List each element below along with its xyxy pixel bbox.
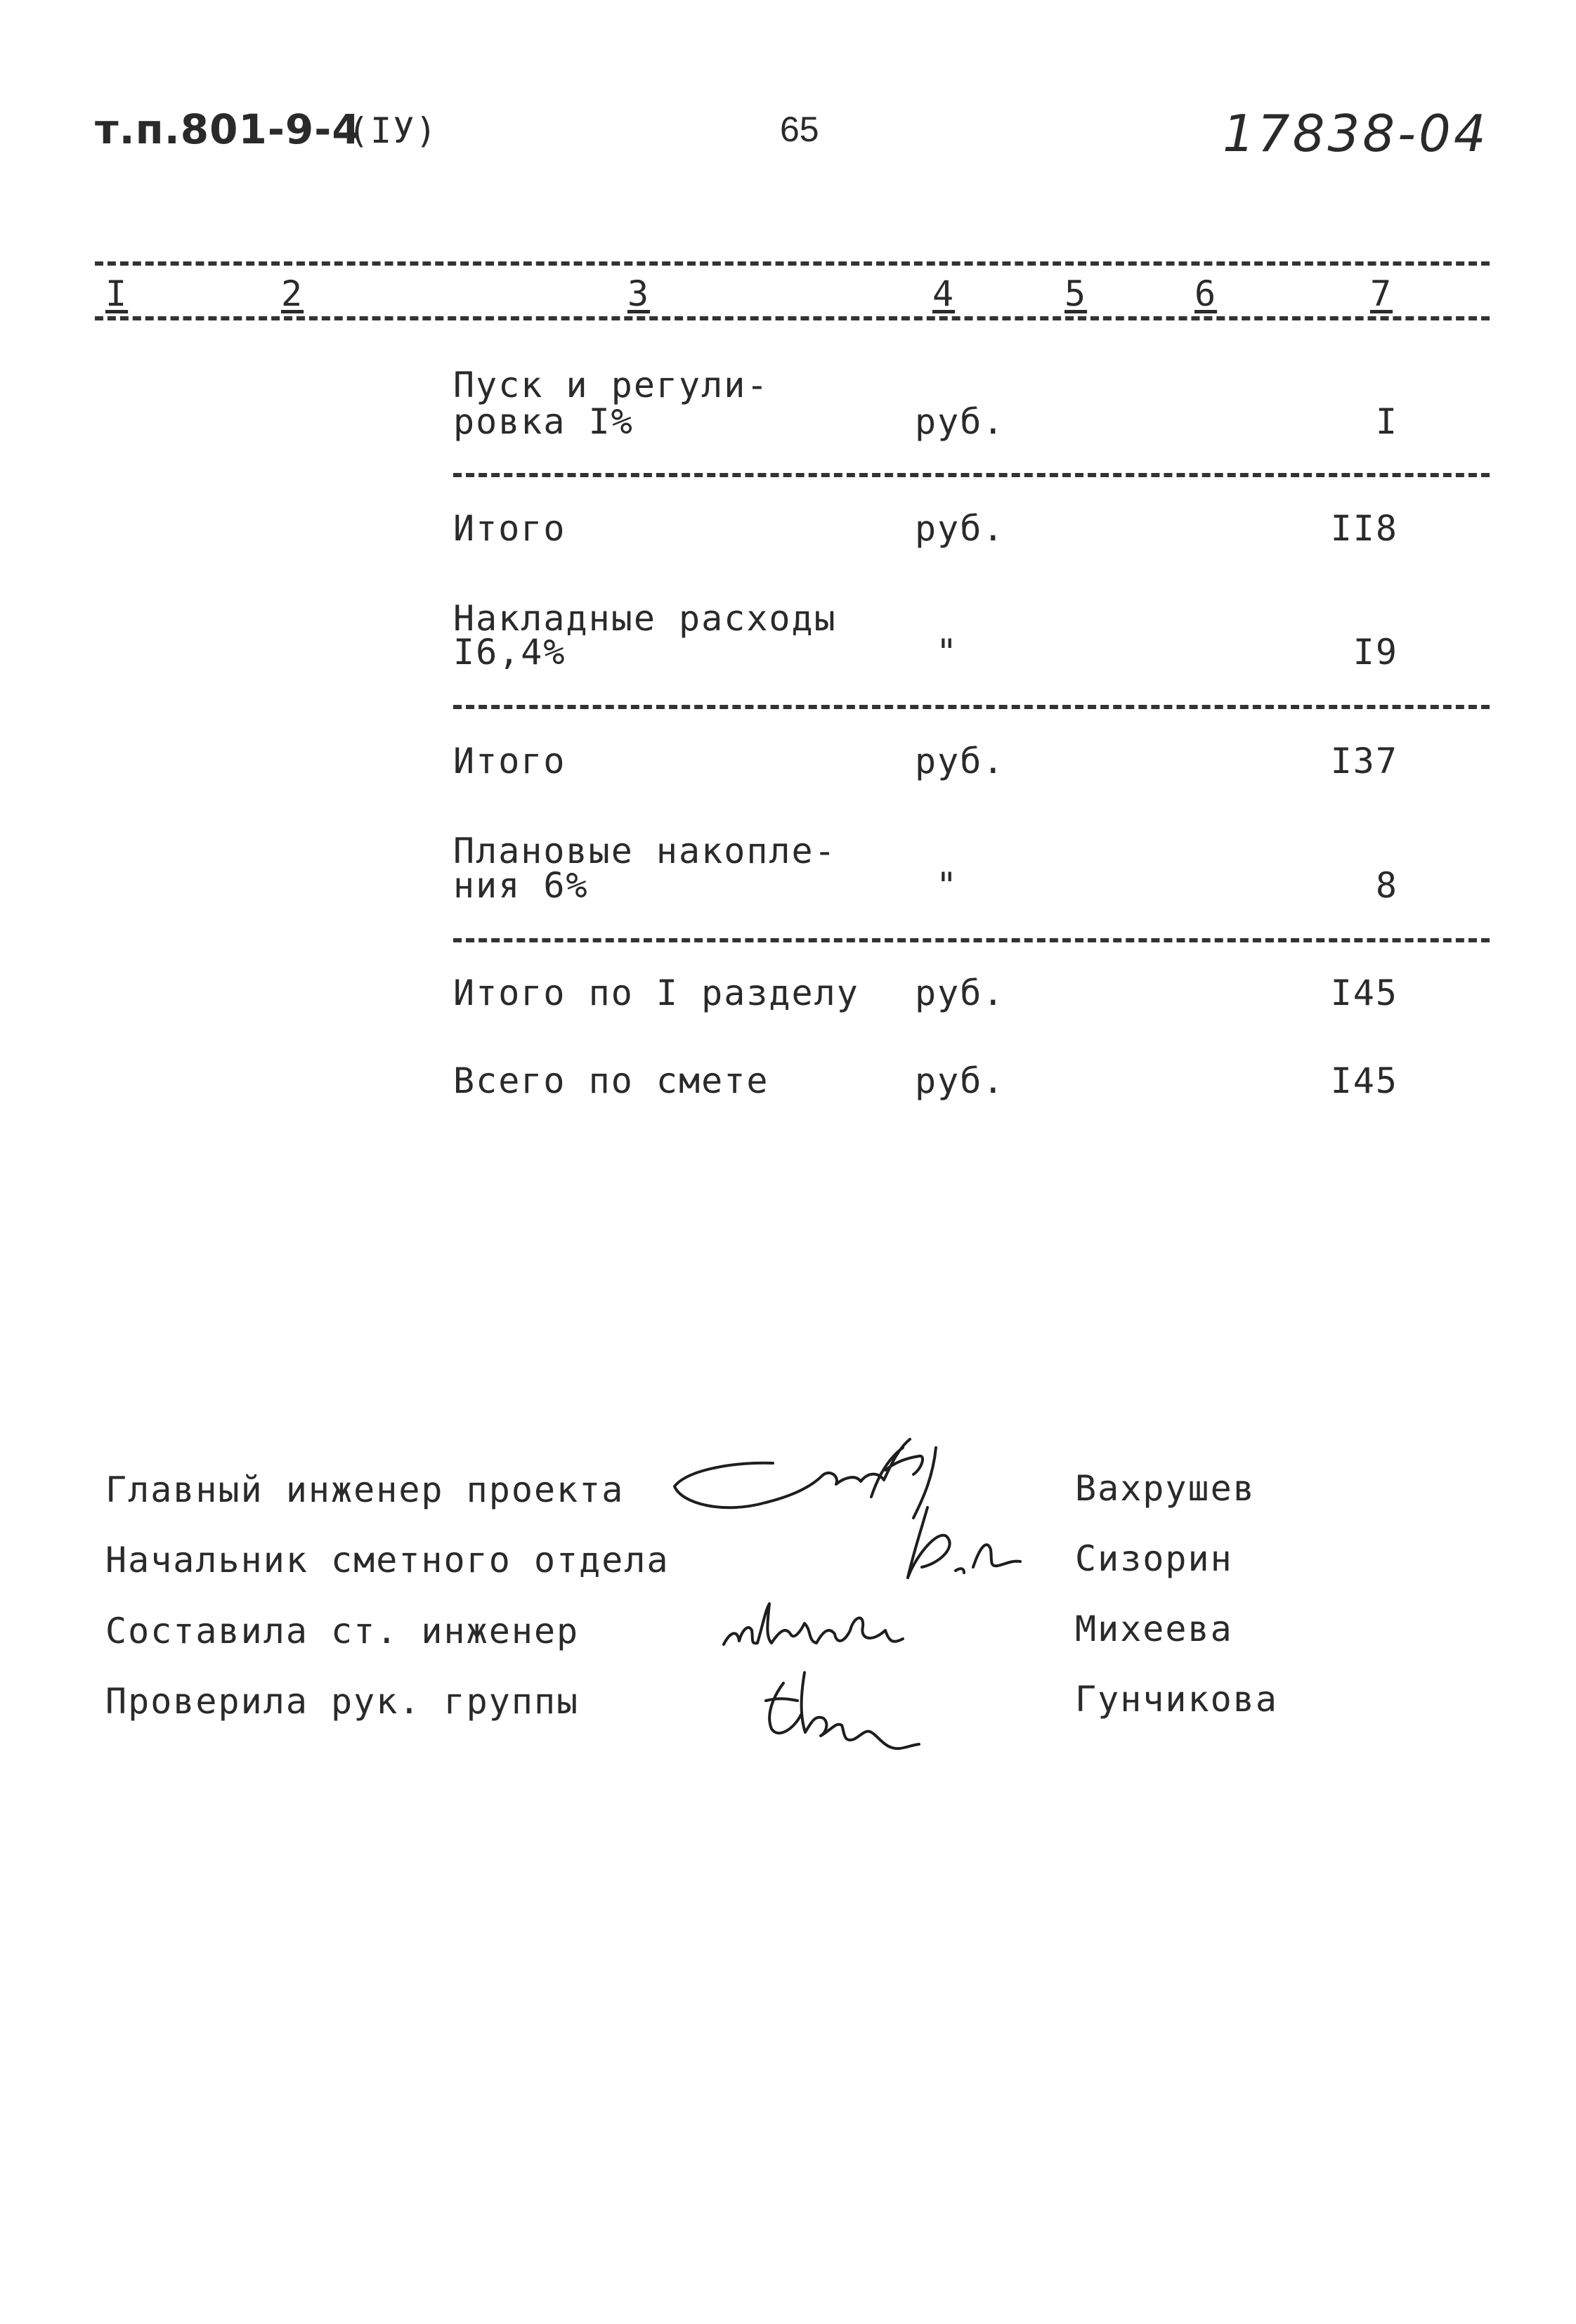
row-rule-1: [453, 473, 1490, 477]
row-6-total: I45: [1330, 973, 1398, 1013]
row-3-name-line2: I6,4%: [453, 632, 566, 673]
column-number-3: 3: [627, 273, 651, 314]
row-1-name-line1: Пуск и регули-: [453, 365, 769, 405]
signer-4-position: Проверила рук. группы: [105, 1681, 580, 1722]
signature-2: [908, 1507, 1020, 1578]
signer-3-position: Составила ст. инженер: [105, 1611, 580, 1651]
row-2-name: Итого: [453, 508, 566, 549]
header-rule-top: [95, 261, 1490, 266]
row-2-unit: руб.: [915, 508, 1005, 549]
row-1-unit: руб.: [915, 401, 1005, 442]
series-part: (IУ): [348, 110, 438, 151]
row-1-total: I: [1375, 401, 1398, 442]
signature-4: [766, 1673, 919, 1748]
signer-3-name: Михеева: [1075, 1609, 1233, 1649]
signer-1-name: Вахрушев: [1075, 1468, 1256, 1509]
sheet-code: 17838-04: [1223, 104, 1489, 163]
column-number-1: I: [105, 273, 129, 314]
signature-3: [724, 1604, 903, 1644]
row-3-name-line1: Накладные расходы: [453, 598, 837, 639]
row-3-unit: ": [936, 632, 959, 673]
signer-2-name: Сизорин: [1075, 1538, 1233, 1579]
column-number-2: 2: [281, 273, 304, 314]
row-1-name-line2: ровка I%: [453, 401, 634, 442]
row-6-name: Итого по I разделу: [453, 973, 859, 1013]
row-3-total: I9: [1353, 632, 1398, 673]
series-code: т.п.801-9-4: [95, 105, 361, 153]
row-rule-3: [453, 938, 1490, 942]
row-5-name-line2: ния 6%: [453, 865, 589, 906]
signature-1: [675, 1439, 936, 1518]
handwritten-signatures: [660, 1420, 1026, 1764]
row-2-total: II8: [1330, 508, 1398, 549]
row-7-unit: руб.: [915, 1060, 1005, 1101]
row-4-total: I37: [1330, 741, 1398, 781]
row-4-name: Итого: [453, 741, 566, 781]
row-6-unit: руб.: [915, 973, 1005, 1013]
signer-2-position: Начальник сметного отдела: [105, 1540, 670, 1580]
row-rule-2: [453, 705, 1490, 709]
row-4-unit: руб.: [915, 741, 1005, 781]
row-5-total: 8: [1375, 865, 1398, 906]
row-5-unit: ": [936, 865, 959, 906]
row-7-total: I45: [1330, 1060, 1398, 1101]
column-number-6: 6: [1194, 273, 1218, 314]
column-number-7: 7: [1370, 273, 1393, 314]
column-number-4: 4: [932, 273, 956, 314]
row-7-name: Всего по смете: [453, 1060, 769, 1101]
header-rule-bottom: [95, 316, 1490, 320]
page-number: 65: [780, 110, 819, 149]
column-number-5: 5: [1064, 273, 1088, 314]
signer-1-position: Главный инженер проекта: [105, 1469, 625, 1510]
row-5-name-line1: Плановые накопле-: [453, 831, 837, 871]
signer-4-name: Гунчикова: [1075, 1679, 1278, 1720]
